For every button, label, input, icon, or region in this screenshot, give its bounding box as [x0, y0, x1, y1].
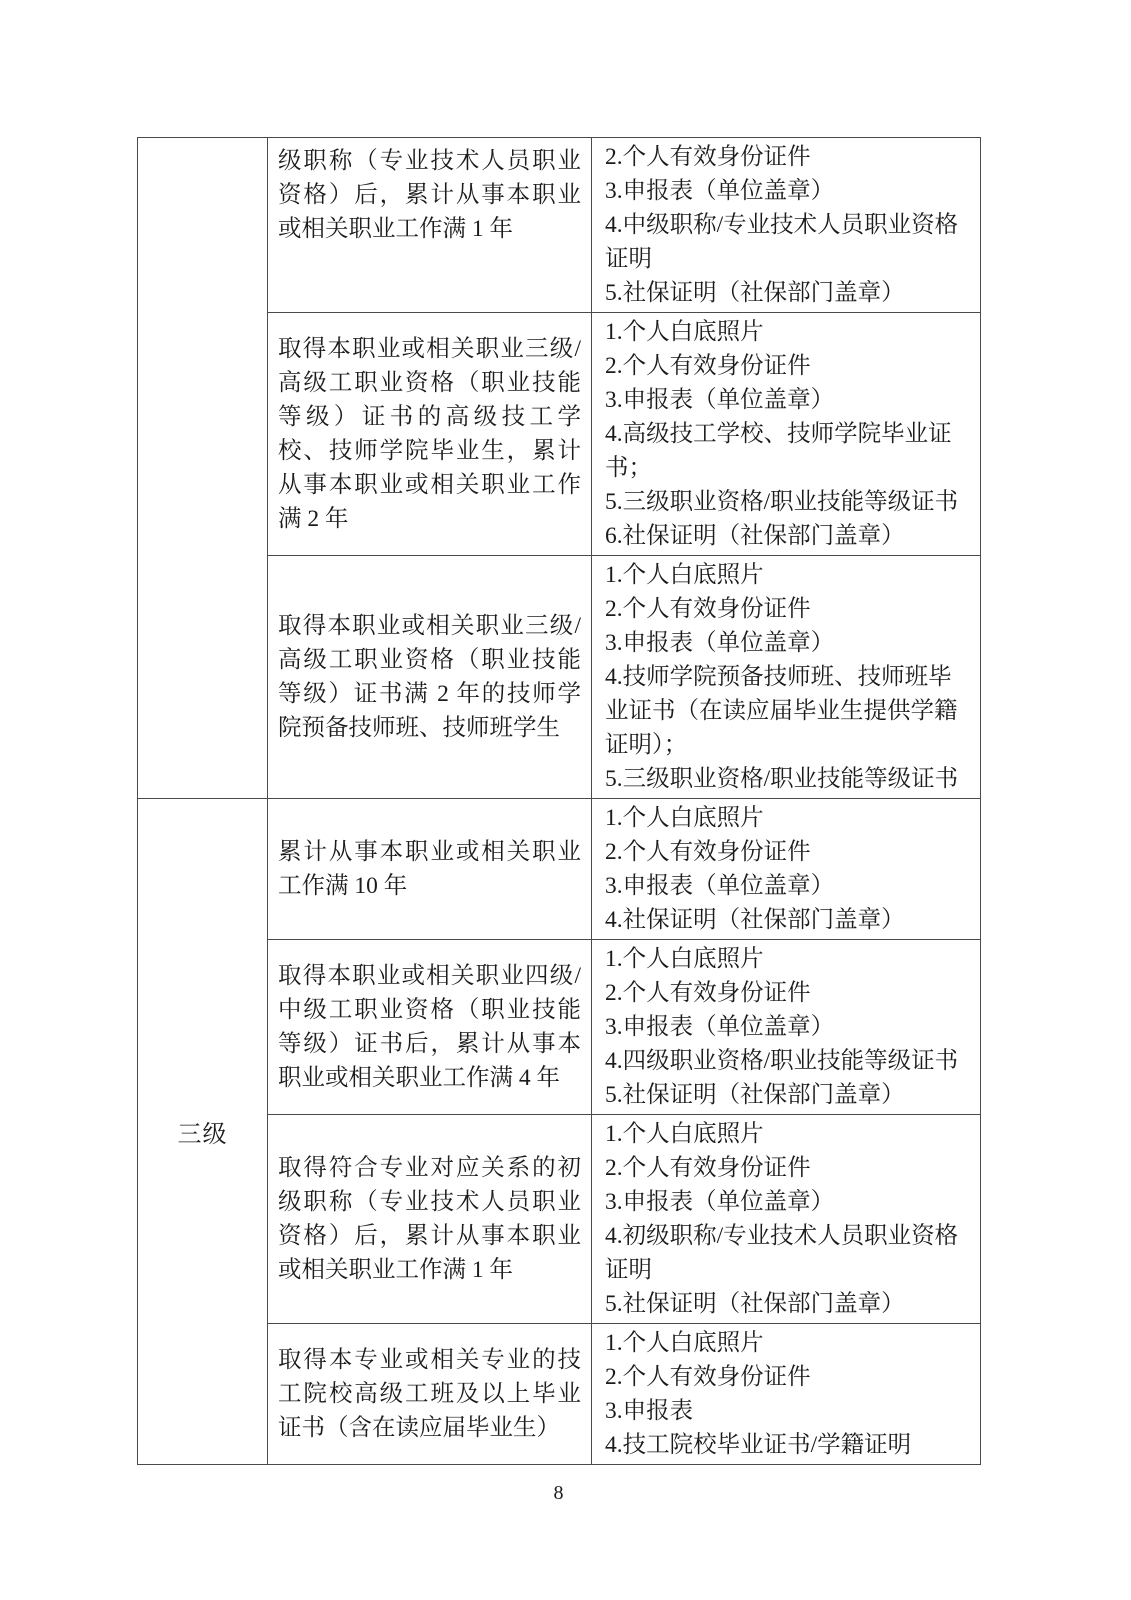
materials-cell — [592, 556, 981, 799]
material-item: 2.个人有效身份证件 — [605, 980, 811, 1006]
material-item: 1.个人白底照片 — [605, 319, 764, 345]
material-item: 3.申报表（单位盖章） — [605, 178, 835, 204]
material-item: 2.个人有效身份证件 — [605, 1155, 811, 1181]
page-number: 8 — [553, 1482, 564, 1504]
material-item: 2.个人有效身份证件 — [605, 144, 811, 170]
material-item: 4.高级技工学校、技师学院毕业证书； — [605, 421, 952, 481]
material-item: 5.三级职业资格/职业技能等级证书 — [605, 489, 959, 515]
material-item: 5.三级职业资格/职业技能等级证书 — [605, 766, 959, 792]
material-item: 2.个人有效身份证件 — [605, 596, 811, 622]
condition-cell: 取得本职业或相关职业三级/高级工职业资格（职业技能等级）证书满 2 年的技师学院预备技师班、技师班学生 — [268, 556, 592, 799]
material-item: 4.技师学院预备技师班、技师班毕业证书（在读应届毕业生提供学籍证明）； — [605, 664, 958, 758]
qualification-table-body — [138, 138, 981, 1465]
material-item: 2.个人有效身份证件 — [605, 1364, 811, 1390]
table-row — [138, 799, 981, 940]
material-item: 4.社保证明（社保部门盖章） — [605, 907, 905, 933]
condition-cell: 取得本专业或相关专业的技工院校高级工班及以上毕业证书（含在读应届毕业生） — [268, 1324, 592, 1465]
table-row — [138, 138, 981, 313]
materials-cell — [592, 799, 981, 940]
materials-cell — [592, 940, 981, 1115]
material-item: 6.社保证明（社保部门盖章） — [605, 523, 905, 549]
materials-cell — [592, 1115, 981, 1324]
level-cell — [138, 138, 268, 799]
material-item: 3.申报表（单位盖章） — [605, 873, 835, 899]
qualification-requirements-table — [137, 137, 981, 1465]
materials-cell — [592, 1324, 981, 1465]
material-item: 3.申报表（单位盖章） — [605, 1014, 835, 1040]
condition-cell: 取得符合专业对应关系的初级职称（专业技术人员职业资格）后，累计从事本职业或相关职业工作满 1 年 — [268, 1115, 592, 1324]
material-item: 4.初级职称/专业技术人员职业资格证明 — [605, 1223, 959, 1283]
materials-cell — [592, 138, 981, 313]
material-item: 5.社保证明（社保部门盖章） — [605, 1291, 905, 1317]
material-item: 2.个人有效身份证件 — [605, 839, 811, 865]
material-item: 1.个人白底照片 — [605, 805, 764, 831]
material-item: 3.申报表（单位盖章） — [605, 630, 835, 656]
condition-cell: 取得本职业或相关职业三级/高级工职业资格（职业技能等级）证书的高级技工学校、技师学院毕业生，累计从事本职业或相关职业工作满 2 年 — [268, 313, 592, 556]
material-item: 1.个人白底照片 — [605, 562, 764, 588]
material-item: 5.社保证明（社保部门盖章） — [605, 1082, 905, 1108]
material-item: 1.个人白底照片 — [605, 946, 764, 972]
material-item: 2.个人有效身份证件 — [605, 353, 811, 379]
material-item: 3.申报表（单位盖章） — [605, 1189, 835, 1215]
material-item: 4.四级职业资格/职业技能等级证书 — [605, 1048, 959, 1074]
condition-cell: 累计从事本职业或相关职业工作满 10 年 — [268, 799, 592, 940]
material-item: 4.技工院校毕业证书/学籍证明 — [605, 1432, 912, 1458]
material-item: 3.申报表（单位盖章） — [605, 387, 835, 413]
condition-cell: 级职称（专业技术人员职业资格）后，累计从事本职业或相关职业工作满 1 年 — [268, 138, 592, 313]
material-item: 1.个人白底照片 — [605, 1330, 764, 1356]
material-item: 5.社保证明（社保部门盖章） — [605, 280, 905, 306]
material-item: 3.申报表 — [605, 1398, 694, 1424]
materials-cell — [592, 313, 981, 556]
level-cell: 三级 — [138, 799, 268, 1465]
material-item: 1.个人白底照片 — [605, 1121, 764, 1147]
material-item: 4.中级职称/专业技术人员职业资格证明 — [605, 212, 959, 272]
condition-cell: 取得本职业或相关职业四级/中级工职业资格（职业技能等级）证书后，累计从事本职业或相关职业工作满 4 年 — [268, 940, 592, 1115]
